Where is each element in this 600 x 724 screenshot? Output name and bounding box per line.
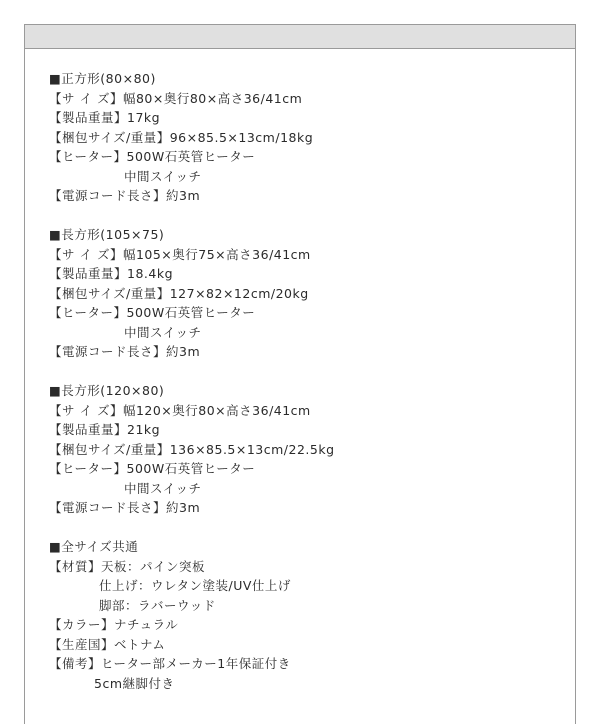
spec-section-square-80 [49,69,575,206]
heater-line: 【ヒーター】500W石英管ヒーター [49,149,256,164]
package-line: 【梱包サイズ/重量】136×85.5×13cm/22.5kg [49,441,335,457]
notes-line: 【備考】ヒーター部メーカー1年保証付き [49,656,291,671]
weight-line: 【製品重量】18.4kg [49,266,174,281]
package-line: 【梱包サイズ/重量】96×85.5×13cm/18kg [49,129,314,145]
spec-section-rect-120 [49,381,575,518]
heater-switch-line: 中間スイッチ [124,324,202,340]
spec-content [25,49,575,693]
heater-switch-line: 中間スイッチ [124,168,202,184]
package-line: 【梱包サイズ/重量】127×82×12cm/20kg [49,285,309,301]
cord-length-line: 【電源コード長さ】約3m [49,344,201,359]
panel-header-bar [25,25,575,49]
color-line: 【カラー】ナチュラル [49,617,179,632]
extension-legs-line: 5cm継脚付き [94,675,175,691]
size-line: 【サ イ ズ】幅120×奥行80×高さ36/41cm [49,402,311,418]
weight-line: 【製品重量】21kg [49,422,161,437]
origin-line: 【生産国】ベトナム [49,636,166,652]
weight-line: 【製品重量】17kg [49,110,161,125]
section-heading: ■全サイズ共通 [49,539,139,554]
heater-switch-line: 中間スイッチ [124,480,202,496]
legs-line: 脚部：ラバーウッド [99,597,216,613]
finish-line: 仕上げ：ウレタン塗装/UV仕上げ [99,578,291,593]
size-line: 【サ イ ズ】幅105×奥行75×高さ36/41cm [49,246,311,262]
heater-line: 【ヒーター】500W石英管ヒーター [49,305,256,320]
spec-section-common [49,537,575,693]
section-heading: ■長方形(105×75) [49,227,165,242]
section-heading: ■長方形(120×80) [49,383,165,398]
cord-length-line: 【電源コード長さ】約3m [49,188,201,203]
spec-section-rect-105 [49,225,575,362]
spec-panel [24,24,576,724]
heater-line: 【ヒーター】500W石英管ヒーター [49,461,256,476]
cord-length-line: 【電源コード長さ】約3m [49,500,201,515]
material-line: 【材質】天板：パイン突板 [49,558,206,574]
section-heading: ■正方形(80×80) [49,71,156,86]
size-line: 【サ イ ズ】幅80×奥行80×高さ36/41cm [49,90,303,106]
